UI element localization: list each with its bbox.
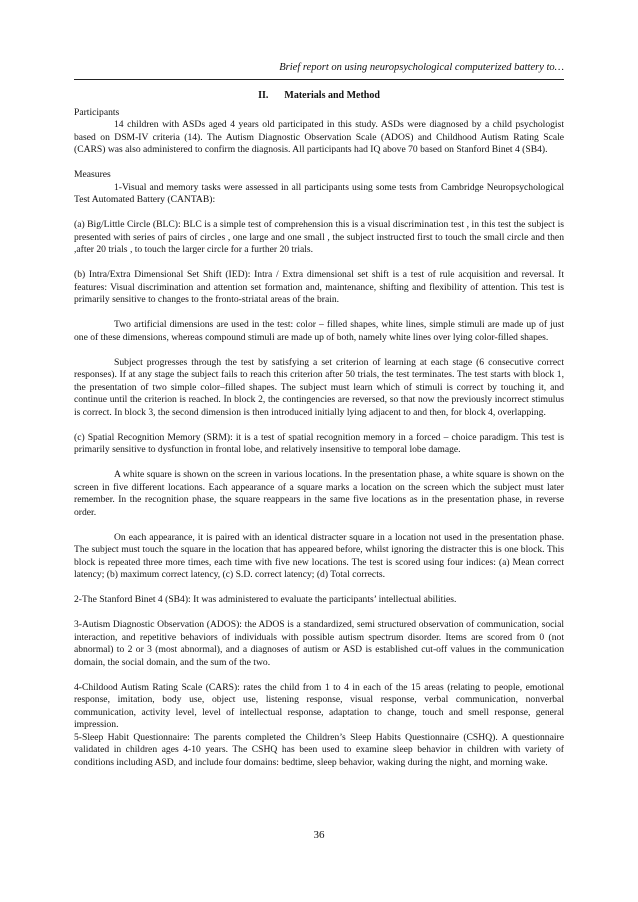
ados-paragraph: 3-Autism Diagnostic Observation (ADOS): the ADOS is a standardized, semi structured observation of communication, social interaction, and repetitive behaviors of individuals with possible autism spectrum disorder. Items are scored from 0 (not abnormal) to 2 or 3 (most abnormal), and a diagnoses of autism or ASD is established cut-off values in the communication domain, the social domain, and the sum of the two.	[74, 619, 564, 668]
participants-label: Participants	[74, 106, 120, 118]
section-heading	[74, 90, 564, 103]
page-content	[74, 90, 564, 769]
sb4-paragraph: 2-The Stanford Binet 4 (SB4): It was administered to evaluate the participants’ intellectual abilities.	[74, 594, 457, 605]
ied-progress-paragraph: Subject progresses through the test by satisfying a set criterion of learning at each stage (6 consecutive correct responses). If at any stage the subject fails to reach this criterion after 50 trials, the test terminates. The test starts with block 1, the presentation of two simple color–filled shapes. The subject must learn which of stimuli is correct by touching it, and continue until the criterion is reached. In block 2, the contingencies are reversed, so that now the previously incorrect stimulus is correct. In block 3, the second dimension is then introduced initially lying adjacent to and then, for block 4, overlapping.	[74, 356, 564, 418]
blc-paragraph: (a) Big/Little Circle (BLC): BLC is a simple test of comprehension this is a visual discrimination test , in this test the subject is presented with series of pairs of circles , one large and one small , the subject instructed first to touch the small circle and then ,after 20 trials , to touch the larger circle for a further 20 trials.	[74, 219, 564, 255]
srm-appearance-paragraph: On each appearance, it is paired with an identical distracter square in a location not used in the presentation phase. The subject must touch the square in the location that has appeared before, whilst ignoring the distracter this is one block. This block is repeated three more times, each time with five new locations. The test is scored using four indices: (a) Mean correct latency; (b) maximum correct latency, (c) S.D. correct latency; (d) Total corrects.	[74, 531, 564, 580]
measures-intro-paragraph: 1-Visual and memory tasks were assessed in all participants using some tests from Cambridge Neuropsychological Test Automated Battery (CANTAB):	[74, 181, 564, 205]
section-number: II.	[258, 90, 269, 101]
measures-label: Measures	[74, 169, 111, 180]
participants-paragraph: 14 children with ASDs aged 4 years old participated in this study. ASDs were diagnosed by a child psychologist based on DSM-IV criteria (14). The Autism Diagnostic Observation Scale (ADOS) and Childhood Autism Rating Scale (CARS) was also administered to confirm the diagnosis. All participants had IQ above 70 based on Stanford Binet 4 (SB4).	[74, 119, 564, 155]
ied-dimensions-paragraph: Two artificial dimensions are used in the test: color – filled shapes, white lines, simple stimuli are made up of just one of these dimensions, whereas compound stimuli are made up of both, namely white lines over lying color-filled shapes.	[74, 319, 564, 343]
section-title: Materials and Method	[284, 90, 380, 101]
cshq-paragraph: 5-Sleep Habit Questionnaire: The parents completed the Children’s Sleep Habits Questionnaire (CSHQ). A questionnaire validated in children ages 4-10 years. The CSHQ has been used to examine sleep behavior in children with variety of conditions including ASD, and include four domains: bedtime, sleep behavior, waking during the night, and morning wake.	[74, 731, 564, 768]
header-rule	[74, 79, 564, 80]
page-number: 36	[313, 829, 325, 841]
ied-paragraph: (b) Intra/Extra Dimensional Set Shift (IED): Intra / Extra dimensional set shift is a test of rule acquisition and reversal. It features: Visual discrimination and attention set formation and, maintenance, shifting and flexibility of attention. This test is primarily sensitive to changes to the fronto-striatal areas of the brain.	[74, 269, 564, 305]
srm-paragraph: (c) Spatial Recognition Memory (SRM): it is a test of spatial recognition memory in a forced – choice paradigm. This test is primarily sensitive to dysfunction in frontal lobe, and relatively insensitive to temporal lobe damage.	[74, 431, 564, 455]
srm-square-paragraph: A white square is shown on the screen in various locations. In the presentation phase, a white square is shown on the screen in five different locations. Each appearance of a square marks a location on the screen which the subject must later remember. In the recognition phase, the square reappears in the same five locations as in the presentation phase, in reverse order.	[74, 469, 564, 518]
cars-paragraph: 4-Childood Autism Rating Scale (CARS): rates the child from 1 to 4 in each of the 15 areas (relating to people, emotional response, imitation, body use, object use, listening response, visual response, verbal communication, nonverbal communication, activity level, level of intellectual response, adaptation to change, touch and smell response, general impression.	[74, 681, 564, 730]
running-header: Brief report on using neuropsychological computerized battery to…	[279, 62, 564, 73]
